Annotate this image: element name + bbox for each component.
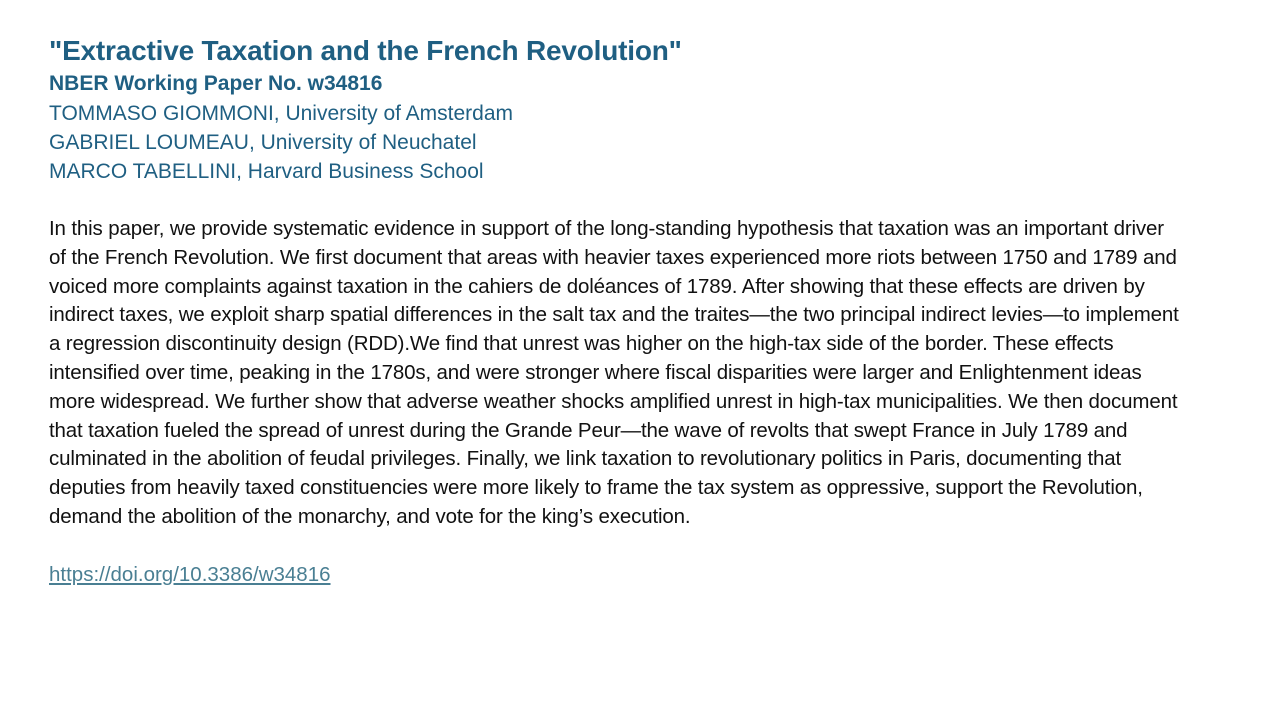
abstract-text: In this paper, we provide systematic evidence in support of the long-standing hypothesis that taxation was an important driver of the French Revolution. We first document that areas with heavier taxes experienced more riots between 1750 and 1789 and voiced more complaints against taxation in the cahiers de doléances of 1789. After showing that these effects are driven by indirect taxes, we exploit sharp spatial differences in the salt tax and the traites—the two principal indirect levies—to implement a regression discontinuity design (RDD).We find that unrest was higher on the high-tax side of the border. These effects intensified over time, peaking in the 1780s, and were stronger where fiscal disparities were larger and Enlightenment ideas more widespread. We further show that adverse weather shocks amplified unrest in high-tax municipalities. We then document that taxation fueled the spread of unrest during the Grande Peur—the wave of revolts that swept France in July 1789 and culminated in the abolition of feudal privileges. Finally, we link taxation to revolutionary politics in Paris, documenting that deputies from heavily taxed constituencies were more likely to frame the tax system as oppressive, support the Revolution, demand the abolition of the monarchy, and vote for the king’s execution. [49, 217, 1179, 528]
author-2: GABRIEL LOUMEAU, University of Neuchatel [49, 131, 477, 154]
doi-link[interactable]: https://doi.org/10.3386/w34816 [49, 562, 331, 586]
author-3: MARCO TABELLINI, Harvard Business School [49, 160, 484, 183]
paper-announcement [49, 33, 1179, 590]
author-1: TOMMASO GIOMMONI, University of Amsterdam [49, 102, 514, 125]
working-paper-number: NBER Working Paper No. w34816 [49, 72, 383, 95]
paper-title: "Extractive Taxation and the French Revolution" [49, 35, 682, 66]
